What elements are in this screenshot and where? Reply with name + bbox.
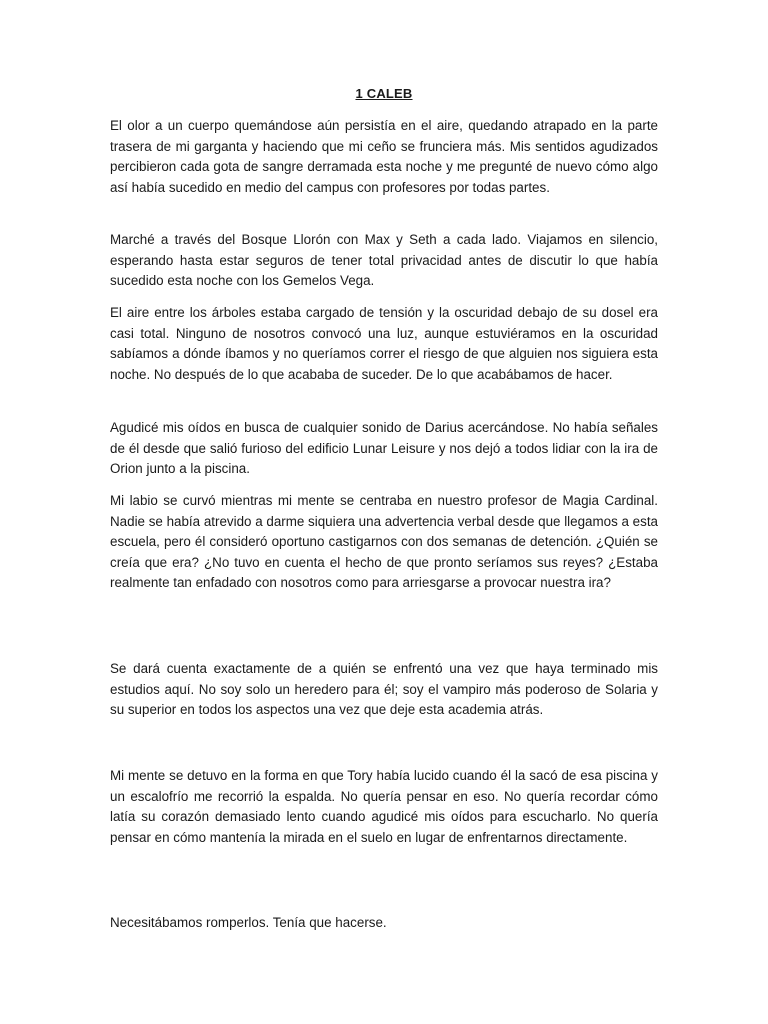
paragraph-3: El aire entre los árboles estaba cargado de tensión y la oscuridad debajo de su dosel era casi total. Ninguno de nosotros convocó una luz, aunque estuviéramos en la oscuridad sabíamos a dónde íbamos y no queríamos correr el riesgo de que alguien nos siguiera esta noche. No después de lo que acababa de suceder. De lo que acabábamos de hacer. xyxy=(110,305,658,382)
paragraph-1: El olor a un cuerpo quemándose aún persistía en el aire, quedando atrapado en la parte trasera de mi garganta y haciendo que mi ceño se frunciera más. Mis sentidos agudizados percibieron cada gota de sangre derramada esta noche y me pregunté de nuevo cómo algo así había sucedido en medio del campus con profesores por todas partes. xyxy=(110,118,658,195)
paragraph-4: Agudicé mis oídos en busca de cualquier sonido de Darius acercándose. No había señales de él desde que salió furioso del edificio Lunar Leisure y nos dejó a todos lidiar con la ira de Orion junto a la piscina. xyxy=(110,420,658,476)
chapter-title: 1 CALEB xyxy=(355,86,413,101)
paragraph-2: Marché a través del Bosque Llorón con Max y Seth a cada lado. Viajamos en silencio, esperando hasta estar seguros de tener total privacidad antes de discutir lo que había sucedido esta noche con los Gemelos Vega. xyxy=(110,232,658,288)
paragraph-6: Se dará cuenta exactamente de a quién se enfrentó una vez que haya terminado mis estudios aquí. No soy solo un heredero para él; soy el vampiro más poderoso de Solaria y su superior en todos los aspectos una vez que deje esta academia atrás. xyxy=(110,661,658,717)
paragraph-7: Mi mente se detuvo en la forma en que Tory había lucido cuando él la sacó de esa piscina y un escalofrío me recorrió la espalda. No quería pensar en eso. No quería recordar cómo latía su corazón demasiado lento cuando agudicé mis oídos para escucharlo. No quería pensar en cómo mantenía la mirada en el suelo en lugar de enfrentarnos directamente. xyxy=(110,768,658,845)
paragraph-8: Necesitábamos romperlos. Tenía que hacerse. xyxy=(110,915,387,930)
paragraph-5: Mi labio se curvó mientras mi mente se centraba en nuestro profesor de Magia Cardinal. Nadie se había atrevido a darme siquiera una advertencia verbal desde que llegamos a esta escuela, pero él consideró oportuno castigarnos con dos semanas de detención. ¿Quién se creía que era? ¿No tuvo en cuenta el hecho de que pronto seríamos sus reyes? ¿Estaba realmente tan enfadado con nosotros como para arriesgarse a provocar nuestra ira? xyxy=(110,493,658,590)
